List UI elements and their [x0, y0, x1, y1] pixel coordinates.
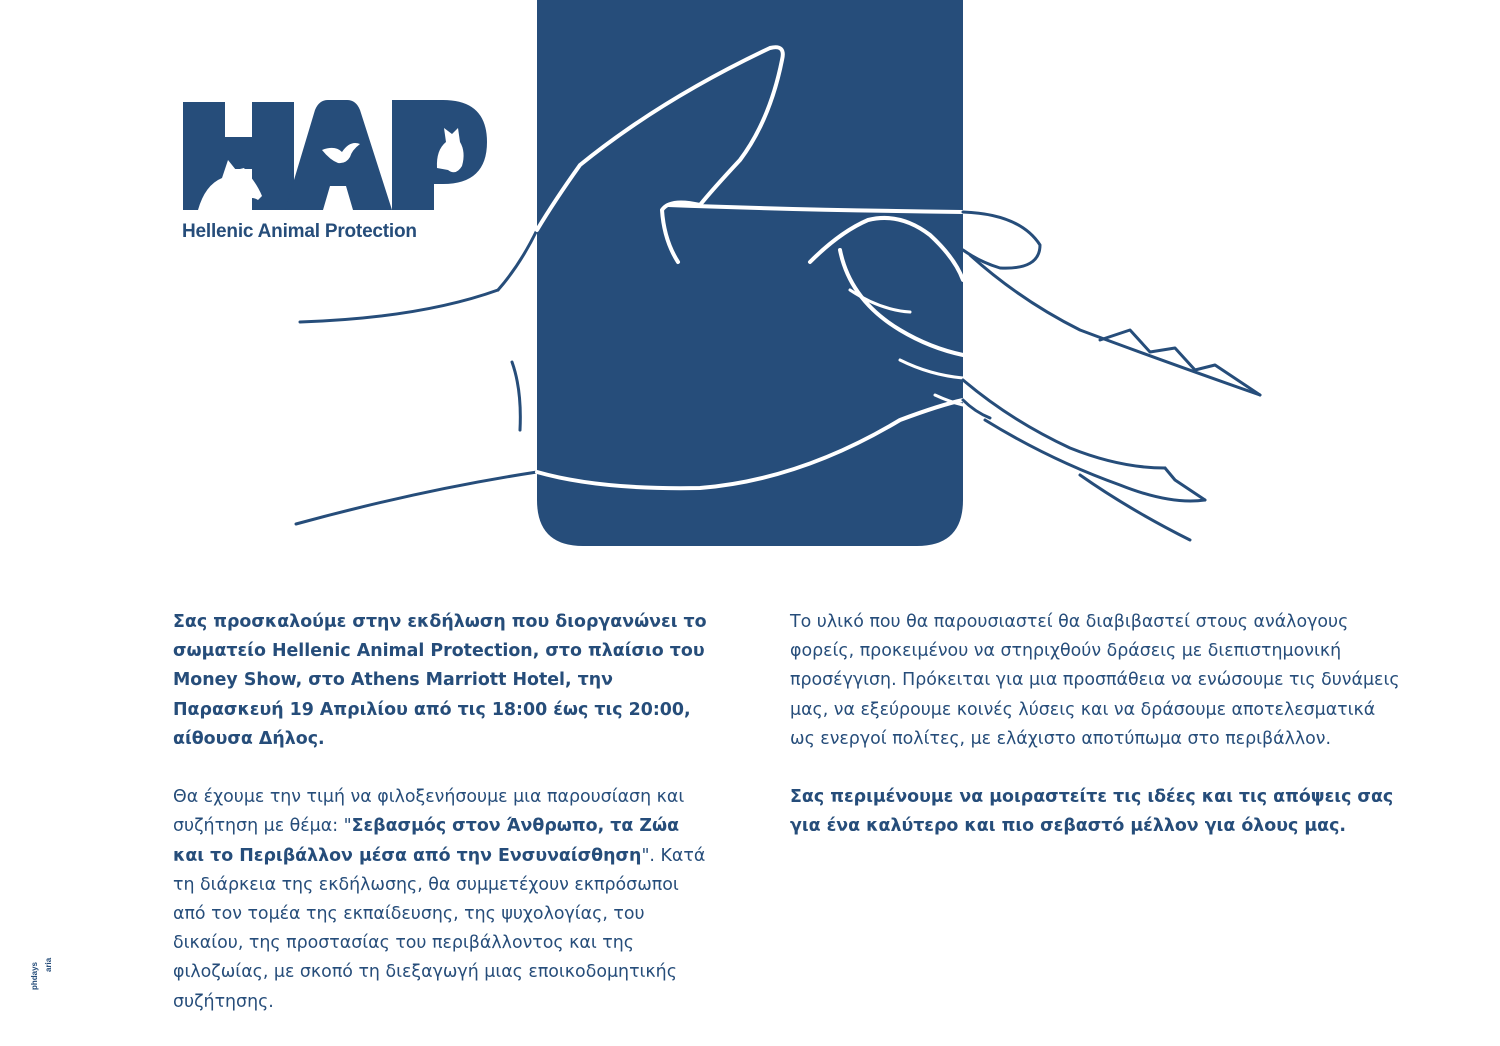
credit-phdays: phdays: [30, 961, 39, 990]
credit-aria: aria: [44, 957, 53, 972]
presentation-details: ". Κατά τη διάρκεια της εκδήλωσης, θα συμμετέχουν εκπρόσωποι από τον τομέα της εκπαίδευσης, της ψυχολογίας, του δικαίου, της προστασίας του περιβάλλοντος και της φιλοζωίας, με σκοπό τη διεξαγωγή μιας εποικοδομητικής συζήτησης.: [173, 845, 706, 1012]
presentation-intro: Θα έχουμε την τιμή να φιλοξενήσουμε μια παρουσίαση και συζήτηση με θέμα: ": [173, 787, 685, 837]
presentation-paragraph: [173, 783, 713, 1017]
material-paragraph: Το υλικό που θα παρουσιαστεί θα διαβιβαστεί στους ανάλογους φορείς, προκειμένου να στηριχθούν δράσεις με διεπιστημονική προσέγγιση. Πρόκειται για μια προσπάθεια να ενώσουμε τις δυνάμεις μας, να εξεύρουμε κοινές λύσεις και να δράσουμε αποτελεσματικά ως ενεργοί πολίτες, με ελάχιστο αποτύπωμα στο περιβάλλον.: [790, 612, 1400, 749]
invitation-paragraph: Σας προσκαλούμε στην εκδήλωση που διοργανώνει το σωματείο Hellenic Animal Protection, στο πλαίσιο του Money Show, στο Athens Marriott Hotel, την Παρασκευή 19 Απριλίου από τις 18:00 έως τις 20:00, αίθουσα Δήλος.: [173, 612, 707, 749]
logo-subtitle: Hellenic Animal Protection: [182, 221, 417, 242]
presentation-topic: Σεβασμός στον Άνθρωπο, τα Ζώα και το Περιβάλλον μέσα από την Ενσυναίσθηση: [173, 816, 680, 866]
left-text-column: [173, 608, 713, 1046]
closing-paragraph: Σας περιμένουμε να μοιραστείτε τις ιδέες και τις απόψεις σας για ένα καλύτερο και πιο σεβαστό μέλλον για όλους μας.: [790, 787, 1394, 837]
blue-panel: [537, 0, 963, 546]
right-text-column: [790, 608, 1400, 871]
credits: [8, 920, 58, 1000]
